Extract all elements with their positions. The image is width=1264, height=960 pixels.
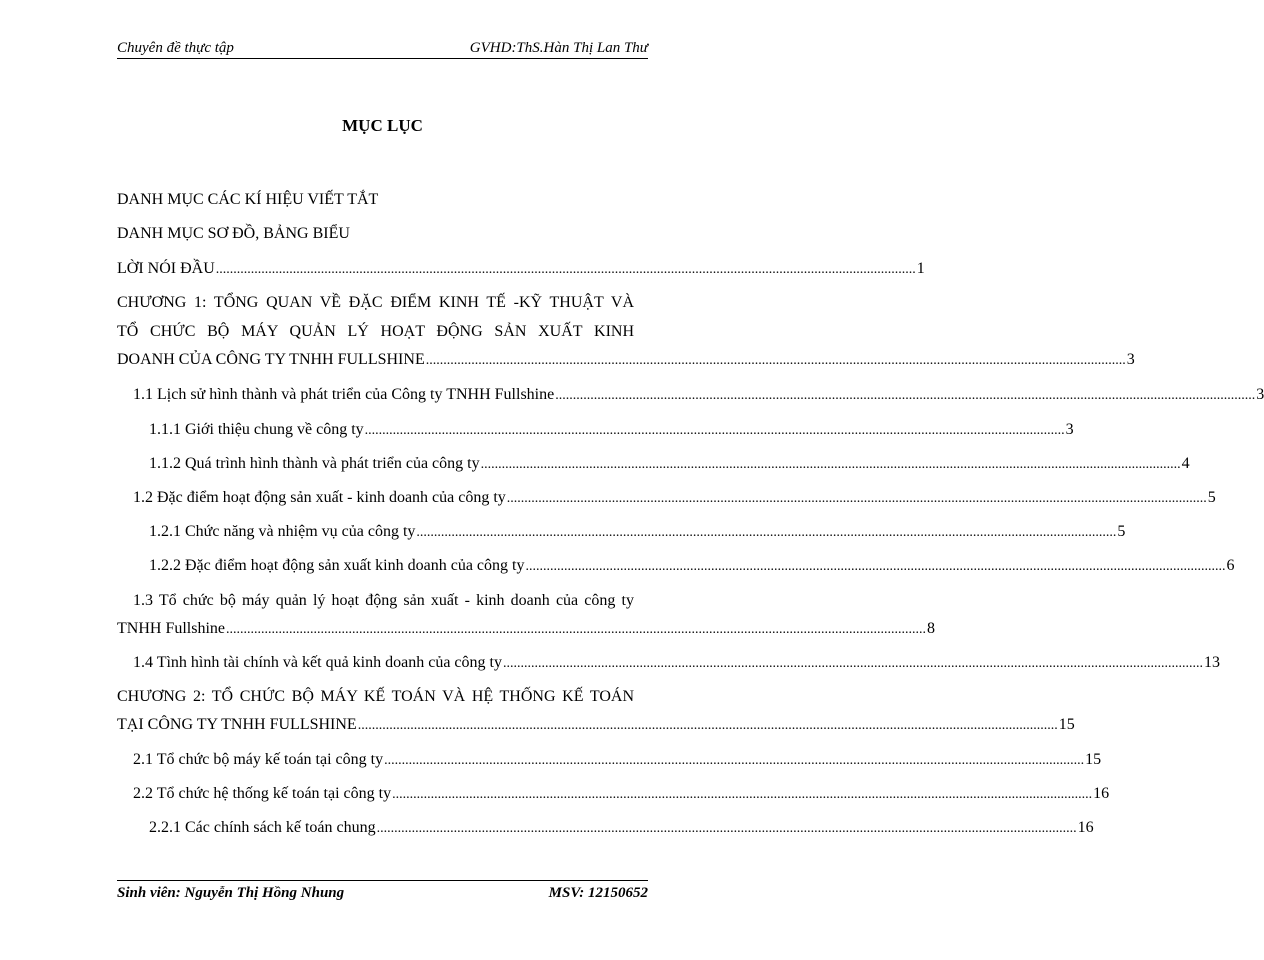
toc-entry-text: 2.1 Tổ chức bộ máy kế toán tại công ty [133,751,384,768]
toc-chapter1-line1: CHƯƠNG 1: TỔNG QUAN VỀ ĐẶC ĐIỂM KINH TẾ -KỸ THUẬT VÀ [117,294,634,311]
toc-entry-1-2 [133,486,1216,510]
toc-page: 3 [1126,351,1135,368]
toc-entry-1-3-line2 [117,617,935,641]
footer-right: MSV: 12150652 [548,885,648,901]
toc-page: 1 [916,260,925,277]
toc-leader: ........................................................................................................................................................................................................ [392,787,1093,802]
toc-entry-1-1-2 [149,452,1190,476]
toc-entry-text: 1.1 Lịch sử hình thành và phát triển của Công ty TNHH Fullshine [133,386,555,403]
toc-entry-text: 1.1.1 Giới thiệu chung về công ty [149,421,364,438]
toc-leader: ........................................................................................................................................................................................................ [215,262,916,277]
toc-leader: ........................................................................................................................................................................................................ [525,559,1226,574]
toc-leader: ........................................................................................................................................................................................................ [555,388,1256,403]
header-left: Chuyên đề thực tập [117,40,234,56]
toc-page: 13 [1203,654,1220,671]
toc-page: 3 [1065,421,1074,438]
toc-leader: ........................................................................................................................................................................................................ [357,718,1058,733]
toc-entry-text: 1.2.1 Chức năng và nhiệm vụ của công ty [149,523,416,540]
toc-page: 8 [927,620,935,637]
toc-leader: ........................................................................................................................................................................................................ [384,753,1085,768]
toc-chapter2-line2 [117,713,1075,737]
toc-leader: ........................................................................................................................................................................................................ [502,656,1203,671]
toc-entry-text: 1.2.2 Đặc điểm hoạt động sản xuất kinh doanh của công ty [149,557,525,574]
toc-entry-text: 2.2 Tổ chức hệ thống kế toán tại công ty [133,785,392,802]
toc-entry-1-3-line1: 1.3 Tổ chức bộ máy quản lý hoạt động sản xuất - kinh doanh của công ty [133,592,634,609]
toc-entry-intro [117,257,925,281]
toc-leader: ........................................................................................................................................................................................................ [364,423,1065,438]
toc-page: 4 [1181,455,1190,472]
toc-entry-text: TẠI CÔNG TY TNHH FULLSHINE [117,716,357,733]
toc-leader: ........................................................................................................................................................................................................ [416,525,1117,540]
toc-entry-text: 1.4 Tình hình tài chính và kết quả kinh doanh của công ty [133,654,502,671]
toc-page: 15 [1085,751,1102,768]
toc-chapter1-line3 [117,348,1135,372]
toc-leader: ........................................................................................................................................................................................................ [480,457,1181,472]
toc-chapter1-line2: TỔ CHỨC BỘ MÁY QUẢN LÝ HOẠT ĐỘNG SẢN XUẤT KINH [117,323,634,340]
toc-abbreviations: DANH MỤC CÁC KÍ HIỆU VIẾT TẮT [117,191,379,208]
toc-leader: ........................................................................................................................................................................................................ [226,622,926,637]
toc-entry-1-1-1 [149,418,1074,442]
toc-diagrams: DANH MỤC SƠ ĐỒ, BẢNG BIỂU [117,225,350,242]
toc-entry-text: 1.2 Đặc điểm hoạt động sản xuất - kinh doanh của công ty [133,489,506,506]
toc-entry-text: LỜI NÓI ĐẦU [117,260,215,277]
toc-page: 16 [1077,819,1094,836]
toc-entry-text: DOANH CỦA CÔNG TY TNHH FULLSHINE [117,351,425,368]
toc-leader: ........................................................................................................................................................................................................ [506,491,1207,506]
toc-leader: ........................................................................................................................................................................................................ [425,353,1126,368]
toc-page: 5 [1117,523,1126,540]
toc-page: 5 [1207,489,1216,506]
toc-page: 6 [1226,557,1235,574]
toc-page: 16 [1093,785,1110,802]
toc-page: 3 [1256,386,1264,403]
toc-entry-2-2 [133,782,1110,806]
page-title: MỤC LỤC [342,116,423,135]
header-right: GVHD:ThS.Hàn Thị Lan Thư [469,40,648,56]
toc-entry-text: 1.1.2 Quá trình hình thành và phát triển của công ty [149,455,480,472]
footer-left: Sinh viên: Nguyễn Thị Hồng Nhung [117,885,345,901]
toc-entry-1-2-2 [149,554,1235,578]
page-header [117,38,648,59]
toc-entry-text: TNHH Fullshine [117,620,225,637]
toc-page: 15 [1058,716,1075,733]
toc-entry-1-4 [133,651,1220,675]
toc-chapter2-line1: CHƯƠNG 2: TỔ CHỨC BỘ MÁY KẾ TOÁN VÀ HỆ THỐNG KẾ TOÁN [117,688,634,705]
toc-entry-1-2-1 [149,520,1126,544]
toc-entry-text: 2.2.1 Các chính sách kế toán chung [149,819,376,836]
page-footer [117,880,648,901]
toc-entry-1-1 [133,383,1264,407]
toc-entry-2-1 [133,748,1102,772]
toc-leader: ........................................................................................................................................................................................................ [376,821,1077,836]
toc-entry-2-2-1 [149,816,1094,840]
